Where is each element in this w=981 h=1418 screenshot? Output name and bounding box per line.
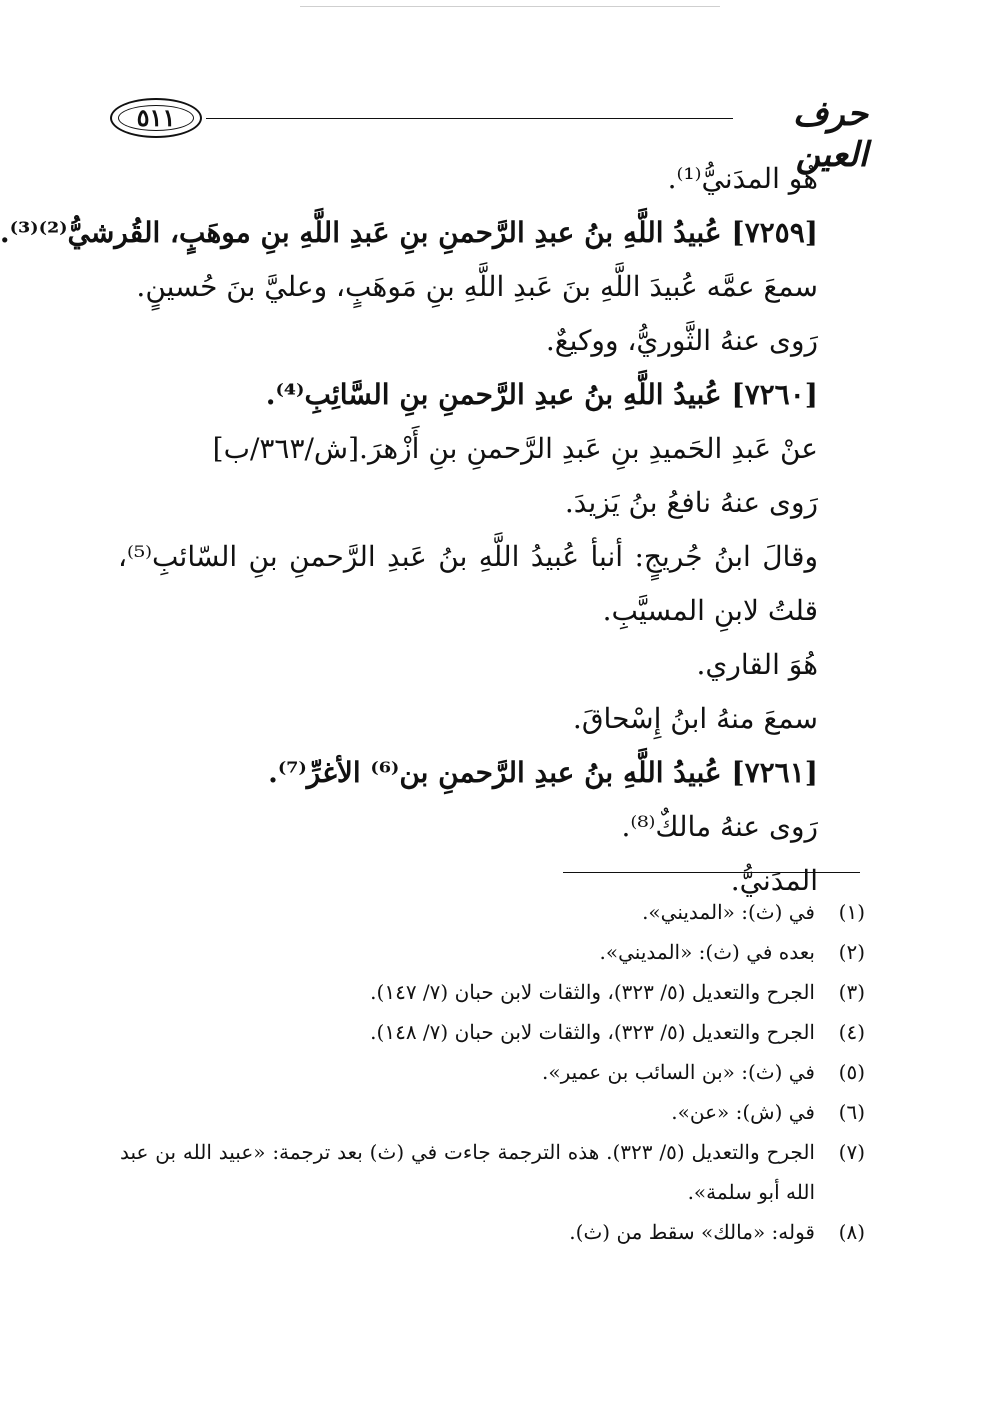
footnote-number: (٢) [838, 940, 865, 964]
footnote-number: (٧) [838, 1140, 865, 1164]
entry-heading: [٧٢٥٩] عُبيدُ اللَّهِ بنُ عبدِ الرَّحمنِ بنِ عَبدِ اللَّهِ بنِ موهَبٍ، القُرشيُّ⁽²⁾⁽³⁾. [0, 216, 818, 249]
footnote [120, 1212, 865, 1252]
footnote-number: (٣) [838, 980, 865, 1004]
page-number: ٥١١ [136, 103, 176, 132]
footnote [120, 1012, 865, 1052]
footnote-text: بعده في (ث): «المديني». [599, 940, 815, 964]
text-paragraph: وقالَ ابنُ جُريجٍ: أنبأ عُبيدُ اللَّهِ بنُ عَبدِ الرَّحمنِ بنِ السّائبِ⁽⁵⁾، قلتُ لابنِ المسيَّبِ. [118, 540, 818, 627]
footnote [120, 972, 865, 1012]
text-line: رَوى عنهُ نافعُ بنُ يَزيدَ. [564, 486, 818, 519]
main-text [0, 152, 863, 908]
text-line: هُو المدَنيُّ⁽¹⁾. [667, 162, 818, 195]
footnote-number: (١) [838, 900, 865, 924]
text-line: سمعَ عمَّه عُبيدَ اللَّهِ بنَ عَبدِ اللَّهِ بنِ مَوهَبٍ، وعليَّ بنَ حُسينٍ. [136, 270, 818, 303]
entry-heading: [٧٢٦٠] عُبيدُ اللَّهِ بنُ عبدِ الرَّحمنِ بنِ السَّائِبِ⁽⁴⁾. [265, 378, 818, 411]
footnote-number: (٦) [838, 1100, 865, 1124]
header-rule [206, 118, 733, 119]
footnotes [120, 892, 865, 1252]
footnote-text: قوله: «مالك» سقط من (ث). [569, 1220, 815, 1244]
text-line: المدَنيُّ. [730, 864, 818, 897]
text-line: رَوى عنهُ مالكٌ⁽⁸⁾. [621, 810, 818, 843]
footnote-text: الجرح والتعديل (٥/ ٣٢٣)، والثقات لابن حبان (٧/ ١٤٨). [370, 1020, 815, 1044]
footnote [120, 932, 865, 972]
footnote [120, 892, 865, 932]
footnote-text: في (ث): «المديني». [642, 900, 815, 924]
footnote-separator [563, 872, 860, 873]
footnote-text: في (ث): «بن السائب بن عمير». [542, 1060, 815, 1084]
footnote-text: الجرح والتعديل (٥/ ٣٢٣). هذه الترجمة جاءت في (ث) بعد ترجمة: «عبيد الله بن عبد الله أبو سلمة». [120, 1140, 815, 1204]
footnote [120, 1092, 865, 1132]
text-line: هُوَ القاري. [696, 648, 818, 681]
page-header [110, 94, 868, 175]
text-line: عنْ عَبدِ الحَميدِ بنِ عَبدِ الرَّحمنِ بنِ أَزْهرَ.[ش/٣٦٣/ب] [212, 432, 818, 465]
footnote-text: الجرح والتعديل (٥/ ٣٢٣)، والثقات لابن حبان (٧/ ١٤٧). [370, 980, 815, 1004]
entry-heading: [٧٢٦١] عُبيدُ اللَّهِ بنُ عبدِ الرَّحمنِ بن⁽⁶⁾ الأغرِّ⁽⁷⁾. [268, 756, 818, 789]
text-line: سمعَ منهُ ابنُ إِسْحاقَ. [572, 702, 818, 735]
footnote-text: في (ش): «عن». [671, 1100, 815, 1124]
footnote-number: (٥) [838, 1060, 865, 1084]
page-number-ornament [110, 98, 202, 138]
text-line: رَوى عنهُ الثَّوريُّ، ووكيعٌ. [545, 324, 818, 357]
footnote-number: (٤) [838, 1020, 865, 1044]
footnote [120, 1132, 865, 1212]
footnote-number: (٨) [838, 1220, 865, 1244]
chapter-title: حرف العين [792, 94, 868, 175]
top-edge-rule [300, 6, 720, 7]
footnote [120, 1052, 865, 1092]
